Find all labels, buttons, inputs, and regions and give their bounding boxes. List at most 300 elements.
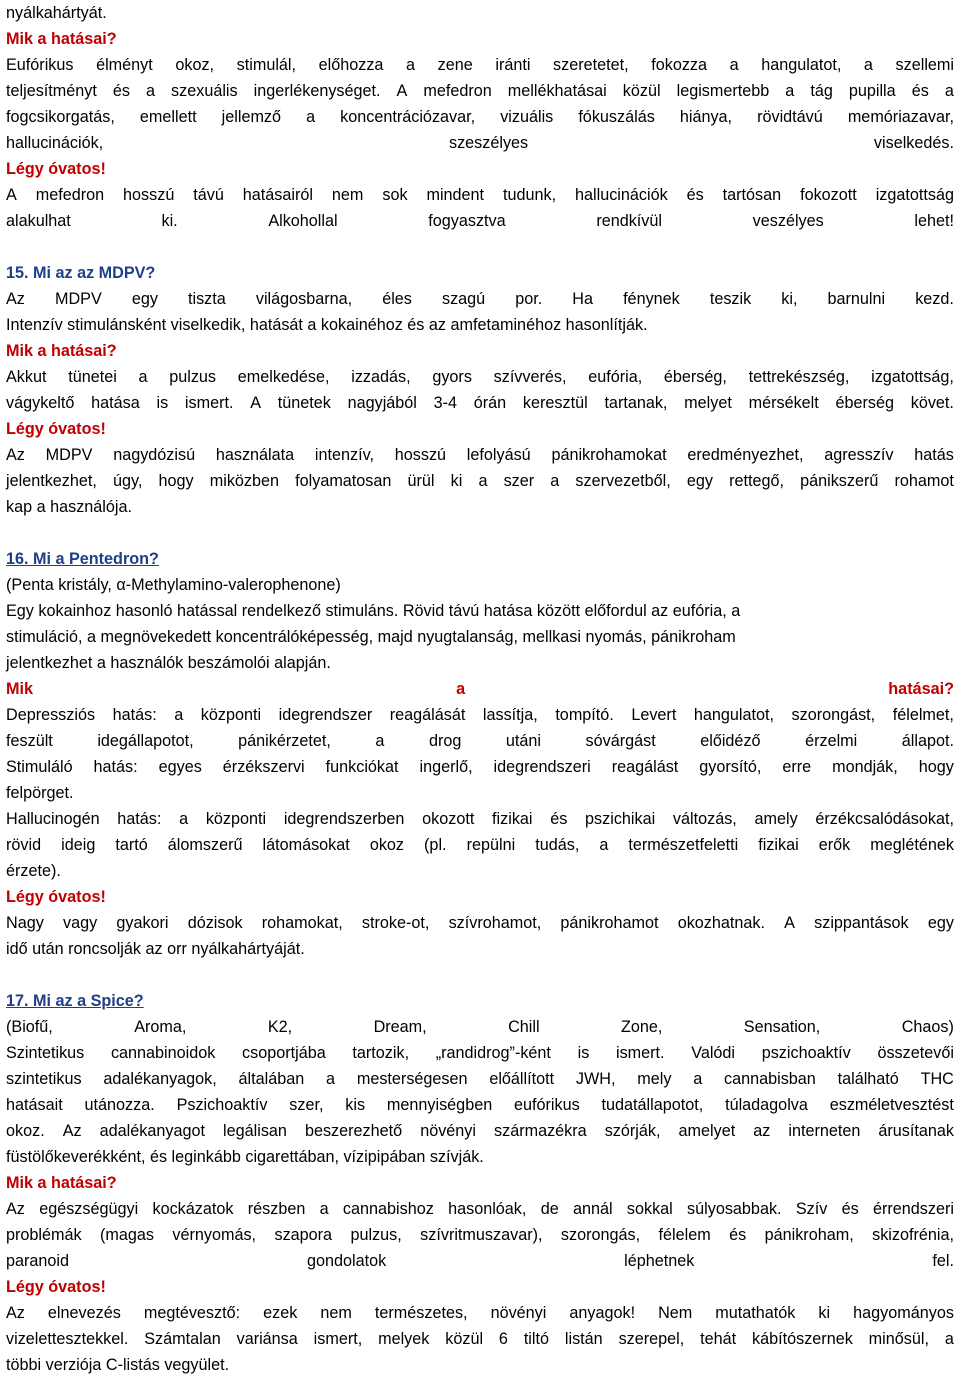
word: Eufórikus: [6, 56, 74, 74]
word: A: [6, 186, 17, 204]
word: iránti: [495, 56, 531, 74]
word: anyagok!: [569, 1304, 636, 1322]
word: mely: [637, 1070, 672, 1088]
word: hosszú: [123, 186, 175, 204]
word: Pszichoaktív: [176, 1096, 268, 1114]
word: a: [944, 1330, 954, 1348]
word: stroke-ot,: [361, 914, 430, 932]
word: (magas: [100, 1226, 154, 1244]
word: a: [375, 732, 385, 750]
word: általában: [238, 1070, 305, 1088]
word: por.: [515, 290, 543, 308]
word: egyes: [158, 758, 202, 776]
word: félelmet,: [892, 706, 954, 724]
word: árusítanak: [878, 1122, 954, 1140]
word: és: [911, 82, 929, 100]
word: Szív: [795, 1200, 828, 1218]
word: ki.: [161, 212, 178, 230]
word: mesterségesen: [356, 1070, 468, 1088]
word: hatás:: [112, 706, 157, 724]
word: származékra: [494, 1122, 587, 1140]
word: szer,: [289, 1096, 324, 1114]
word: miközben: [209, 472, 280, 490]
word: fel.: [932, 1252, 954, 1270]
word: szippantások: [814, 914, 909, 932]
word: éberség,: [663, 368, 727, 386]
word: félelem: [658, 1226, 711, 1244]
word: tompító.: [555, 706, 614, 724]
word: közül: [445, 1330, 484, 1348]
word: természetfeletti: [628, 836, 739, 854]
word: szer: [503, 472, 535, 490]
word: Az: [6, 1304, 25, 1322]
word: tudatállapotot,: [601, 1096, 704, 1114]
word: A: [784, 914, 795, 932]
word: szívritmuszavar),: [420, 1226, 543, 1244]
word: rendkívül: [596, 212, 662, 230]
word: érrendszeri: [872, 1200, 954, 1218]
word: tettrekészség,: [748, 368, 850, 386]
word: található: [837, 1070, 899, 1088]
text-line: [6, 1248, 954, 1274]
word: Depressziós: [6, 706, 96, 724]
word: Aroma,: [134, 1018, 187, 1036]
word: a: [478, 472, 488, 490]
word: rohamokat,: [261, 914, 343, 932]
word: központi: [200, 706, 262, 724]
word: is: [156, 394, 169, 412]
word: szervezetből,: [575, 472, 671, 490]
word: változás,: [672, 810, 737, 828]
text-line: [6, 130, 954, 156]
word: kockázatok: [152, 1200, 234, 1218]
word: szívrohamot,: [448, 914, 542, 932]
word: erők: [818, 836, 851, 854]
word: fénynek: [623, 290, 680, 308]
word: a: [146, 82, 156, 100]
word: követ.: [910, 394, 954, 412]
word: szapora: [274, 1226, 333, 1244]
word: emelkedése,: [237, 368, 330, 386]
text-line: [6, 182, 954, 208]
word: szorongás,: [560, 1226, 641, 1244]
word: pulzus: [169, 368, 217, 386]
word: ingerlő,: [419, 758, 473, 776]
word: minősül,: [868, 1330, 929, 1348]
text-line: [6, 104, 954, 130]
word: cannabinoidok: [110, 1044, 216, 1062]
word: tünetek: [277, 394, 331, 412]
word: léphetnek: [624, 1252, 695, 1270]
word: fogyasztva: [428, 212, 506, 230]
word: ideig: [61, 836, 96, 854]
word: távú: [193, 186, 224, 204]
word: (pl.: [424, 836, 447, 854]
word: hangulatot,: [693, 706, 774, 724]
text-line: [6, 286, 954, 312]
word: okozott: [422, 810, 475, 828]
word: THC: [920, 1070, 954, 1088]
word: izgatottság: [875, 186, 954, 204]
word: reagálást: [611, 758, 679, 776]
word: okozhatnak.: [677, 914, 765, 932]
word: tudunk,: [502, 186, 557, 204]
word: érzékcsalódásokat,: [815, 810, 954, 828]
word: túladagolva: [725, 1096, 808, 1114]
word: és: [686, 186, 704, 204]
word: pánikrohamot: [560, 914, 659, 932]
word: érzékszervi: [222, 758, 305, 776]
word: rohamot: [894, 472, 954, 490]
word: funkciókat: [325, 758, 399, 776]
word: 6: [498, 1330, 508, 1348]
word: és: [729, 1226, 747, 1244]
word: ezek: [263, 1304, 298, 1322]
word: ismert.: [615, 1044, 665, 1062]
word: annál: [572, 1200, 613, 1218]
word: és: [550, 810, 568, 828]
word: pánikroham,: [764, 1226, 854, 1244]
section-heading-warning: Légy óvatos!: [6, 1278, 106, 1296]
word: kábítószernek: [752, 1330, 853, 1348]
word: tehát: [700, 1330, 737, 1348]
word: koncentrációzavar,: [340, 108, 476, 126]
word: vizelettesztekkel.: [6, 1330, 129, 1348]
word: sóvárgást: [585, 732, 656, 750]
word: szórják,: [604, 1122, 661, 1140]
word: hatásairól: [242, 186, 313, 204]
word: mefedron: [423, 82, 492, 100]
text-line: (Penta kristály, α-Methylamino-valerophenone): [6, 576, 341, 594]
word: előállított: [489, 1070, 555, 1088]
text-line: [6, 364, 954, 390]
word: megtévesztő:: [143, 1304, 241, 1322]
word: melyek: [378, 1330, 430, 1348]
section-heading-effects: Mik a hatásai?: [6, 30, 117, 48]
text-line: [6, 754, 954, 780]
text-line: érzete).: [6, 862, 61, 880]
word: Nagy: [6, 914, 44, 932]
word: a: [944, 82, 954, 100]
word: Chaos): [901, 1018, 954, 1036]
word: veszélyes: [752, 212, 824, 230]
word: a: [550, 472, 560, 490]
word: idegrendszerben: [283, 810, 405, 828]
text-line: [6, 1300, 954, 1326]
word: hasonlóak,: [448, 1200, 527, 1218]
word: szellemi: [895, 56, 954, 74]
word: csoportjába: [242, 1044, 326, 1062]
word: előhozza: [318, 56, 384, 74]
word: skizofrénia,: [872, 1226, 954, 1244]
word: hagyományos: [853, 1304, 954, 1322]
word: jelentkezhet,: [6, 472, 97, 490]
word: pánikrohamokat: [551, 446, 667, 464]
text-line: [6, 806, 954, 832]
word: teljesítményt: [6, 82, 97, 100]
word: a: [319, 1200, 329, 1218]
word: Sensation,: [743, 1018, 821, 1036]
word: hatás: [914, 446, 954, 464]
text-line: nyálkahártyát.: [6, 4, 107, 22]
word: Dream,: [373, 1018, 427, 1036]
question-heading-pentedron: 16. Mi a Pentedron?: [6, 550, 159, 568]
word: listán: [564, 1330, 603, 1348]
word: a: [406, 56, 416, 74]
word: erre: [782, 758, 812, 776]
word: gyakori: [116, 914, 169, 932]
word: a: [174, 706, 184, 724]
word: hosszú: [394, 446, 447, 464]
word: MDPV: [45, 446, 93, 464]
word: kis: [345, 1096, 366, 1114]
text-line: [6, 208, 954, 234]
section-heading-effects: Mik a hatásai?: [6, 342, 117, 360]
word: sok: [382, 186, 408, 204]
word: MDPV: [54, 290, 102, 308]
word: meglétének: [870, 836, 954, 854]
word: a: [785, 82, 795, 100]
word: lassítja,: [482, 706, 538, 724]
word: problémák: [6, 1226, 82, 1244]
word: interneten: [788, 1122, 861, 1140]
word: növényi: [490, 1304, 547, 1322]
text-line: [6, 1326, 954, 1352]
text-line: [6, 1066, 954, 1092]
text-line: [6, 78, 954, 104]
word: viselkedés.: [873, 134, 954, 152]
word: szagú: [441, 290, 486, 308]
word: Akkut: [6, 368, 47, 386]
word: a: [179, 810, 189, 828]
word: szeretetet,: [553, 56, 629, 74]
word: Mik: [6, 680, 33, 698]
word: A: [250, 394, 262, 412]
word: hallucinációk,: [6, 134, 104, 152]
word: órán: [473, 394, 507, 412]
word: hogy: [158, 472, 194, 490]
word: hogy: [918, 758, 954, 776]
word: agresszív: [824, 446, 894, 464]
word: variánsa: [236, 1330, 298, 1348]
word: érzelmi: [805, 732, 858, 750]
word: mérsékelt: [748, 394, 819, 412]
word: melyet: [684, 394, 732, 412]
word: pánikszerű: [800, 472, 879, 490]
word: legálisan: [223, 1122, 287, 1140]
word: tiszta: [187, 290, 226, 308]
word: emellett: [139, 108, 197, 126]
text-line: idő után roncsolják az orr nyálkahártyáját.: [6, 940, 305, 958]
word: a: [306, 108, 316, 126]
text-line: [6, 702, 954, 728]
text-line: [6, 832, 954, 858]
word: pszichoaktív: [761, 1044, 851, 1062]
word: szintetikus: [6, 1070, 82, 1088]
word: pszichikai: [585, 810, 656, 828]
word: amely: [754, 810, 798, 828]
section-heading-effects: [6, 676, 954, 702]
word: rövid: [6, 836, 42, 854]
word: hallucinációk: [575, 186, 668, 204]
word: vágykeltő: [6, 394, 75, 412]
word: hatása: [91, 394, 140, 412]
word: és: [841, 1200, 859, 1218]
text-line: többi verziója C-listás vegyület.: [6, 1356, 230, 1374]
word: barnulni: [827, 290, 886, 308]
word: vizuális: [500, 108, 554, 126]
word: gondolatok: [306, 1252, 387, 1270]
word: fizikai: [758, 836, 799, 854]
word: ismert.: [184, 394, 234, 412]
word: tiltó: [523, 1330, 550, 1348]
word: idegrendszer: [278, 706, 373, 724]
word: állapot.: [901, 732, 954, 750]
word: Alkohollal: [268, 212, 338, 230]
word: nagydózisú: [113, 446, 196, 464]
word: okoz: [369, 836, 405, 854]
word: fókuszálás: [578, 108, 655, 126]
text-line: [6, 1092, 954, 1118]
word: tünetei: [68, 368, 117, 386]
word: dózisok: [187, 914, 243, 932]
word: Az: [6, 1200, 25, 1218]
word: memóriazavar,: [847, 108, 954, 126]
word: legismertebb: [676, 82, 770, 100]
word: eredményezhet,: [687, 446, 804, 464]
word: ki: [818, 1304, 831, 1322]
word: beszerezhető: [304, 1122, 403, 1140]
question-heading-mdpv: 15. Mi az az MDPV?: [6, 264, 156, 282]
word: idegállapotot,: [97, 732, 194, 750]
word: súlyosabbak.: [687, 1200, 782, 1218]
word: szeszélyes: [448, 134, 529, 152]
word: Szintetikus: [6, 1044, 85, 1062]
text-line: Egy kokainhoz hasonló hatással rendelkező stimuláns. Rövid távú hatása között előfordul az eufória, a: [6, 602, 741, 620]
word: cannabisban: [724, 1070, 816, 1088]
word: Az: [6, 446, 25, 464]
word: Az: [62, 1122, 82, 1140]
word: nem: [320, 1304, 352, 1322]
word: látomásokat: [262, 836, 350, 854]
word: fokozott: [800, 186, 857, 204]
word: mondják,: [832, 758, 898, 776]
word: az: [753, 1122, 771, 1140]
word: folyamatosan: [295, 472, 392, 490]
word: összetevői: [877, 1044, 954, 1062]
text-line: [6, 728, 954, 754]
word: tartozik,: [352, 1044, 410, 1062]
word: Zone,: [620, 1018, 663, 1036]
word: a: [693, 1070, 703, 1088]
word: tartósan: [722, 186, 782, 204]
word: stimulál,: [236, 56, 297, 74]
word: JWH,: [575, 1070, 616, 1088]
word: mefedron: [35, 186, 105, 204]
word: Hallucinogén: [6, 810, 100, 828]
word: vérnyomás,: [172, 1226, 257, 1244]
word: kezd.: [915, 290, 954, 308]
word: amelyet: [678, 1122, 736, 1140]
text-line: felpörget.: [6, 784, 74, 802]
word: hatás:: [117, 810, 162, 828]
word: repülni: [466, 836, 516, 854]
word: pánikérzetet,: [238, 732, 331, 750]
text-line: [6, 1222, 954, 1248]
word: is: [577, 1044, 590, 1062]
word: rettegő,: [729, 472, 784, 490]
word: a: [729, 56, 739, 74]
text-line: [6, 1118, 954, 1144]
word: ismert,: [313, 1330, 363, 1348]
word: a: [138, 368, 148, 386]
text-line: [6, 52, 954, 78]
word: fizikai: [492, 810, 533, 828]
spacer: [6, 962, 954, 988]
word: Valódi: [691, 1044, 736, 1062]
text-line: [6, 442, 954, 468]
word: szerepel,: [618, 1330, 685, 1348]
word: rövidtávú: [757, 108, 823, 126]
word: ki: [450, 472, 463, 490]
word: lefolyású: [466, 446, 531, 464]
word: eufórikus: [514, 1096, 580, 1114]
word: mutathatók: [715, 1304, 796, 1322]
word: mindent: [426, 186, 485, 204]
word: gyors: [432, 368, 472, 386]
word: drog: [428, 732, 462, 750]
word: reagálását: [389, 706, 466, 724]
word: jellemző: [221, 108, 282, 126]
section-heading-warning: Légy óvatos!: [6, 888, 106, 906]
word: fokozza: [651, 56, 708, 74]
text-line: jelentkezhet a használók beszámolói alapján.: [6, 654, 331, 672]
word: szexuális: [171, 82, 238, 100]
word: sokkal: [626, 1200, 673, 1218]
section-heading-warning: Légy óvatos!: [6, 420, 106, 438]
question-heading-spice: 17. Mi az a Spice?: [6, 992, 144, 1010]
text-line: [6, 1040, 954, 1066]
word: álomszerű: [167, 836, 243, 854]
word: okoz,: [175, 56, 215, 74]
word: közül: [622, 82, 661, 100]
text-line: [6, 910, 954, 936]
word: egy: [927, 914, 954, 932]
word: és: [112, 82, 130, 100]
word: hangulatot,: [761, 56, 842, 74]
word: előidéző: [700, 732, 761, 750]
word: feszült: [6, 732, 53, 750]
text-line: Intenzív stimulánsként viselkedik, hatását a kokainéhoz és az amfetaminéhoz hasonlítják.: [6, 316, 648, 334]
text-line: stimuláció, a megnövekedett koncentrálóképesség, majd nyugtalanság, mellkasi nyomás, pánikroham: [6, 628, 736, 646]
word: nem: [331, 186, 364, 204]
word: úgy,: [113, 472, 143, 490]
word: hatásait: [6, 1096, 63, 1114]
word: teszik: [709, 290, 752, 308]
word: eufória,: [588, 368, 643, 386]
word: de: [540, 1200, 559, 1218]
word: keresztül: [522, 394, 588, 412]
word: pulzus,: [350, 1226, 402, 1244]
word: Az: [6, 290, 25, 308]
word: hiánya,: [679, 108, 733, 126]
word: idegrendszeri: [493, 758, 591, 776]
word: okoz.: [6, 1122, 45, 1140]
word: fogcsikorgatás,: [6, 108, 115, 126]
word: zene: [437, 56, 473, 74]
word: a: [456, 680, 466, 698]
word: ürül: [407, 472, 435, 490]
